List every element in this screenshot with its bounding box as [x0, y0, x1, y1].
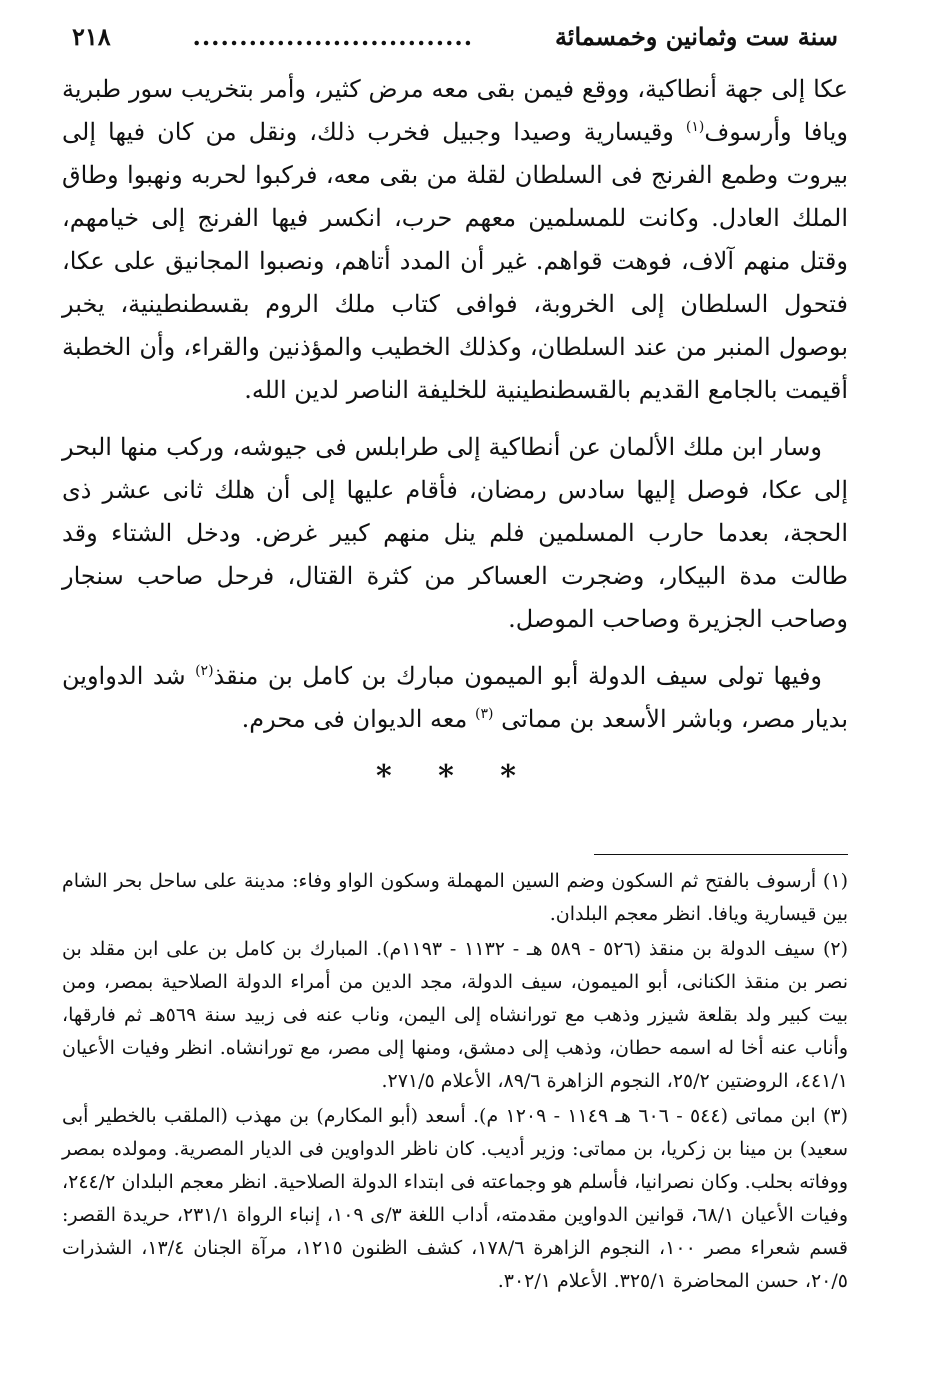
footnote-ref-1: (١) — [685, 119, 705, 135]
footnote-ref-2: (٢) — [195, 663, 214, 679]
paragraph-3-part-a: وفيها تولى سيف الدولة أبو الميمون مبارك بن كامل بن منقذ — [213, 662, 823, 690]
section-separator-stars: * * * — [376, 759, 534, 794]
running-title: سنة ست وثمانين وخمسمائة — [554, 22, 838, 51]
book-page — [62, 22, 848, 1362]
footnote-divider — [594, 854, 848, 855]
paragraph-3-part-b: شد الدواوين بديار مصر، وباشر الأسعد بن مماتى — [62, 662, 848, 733]
footnotes — [62, 865, 848, 1298]
page-header — [62, 22, 848, 64]
page-number: ٢١٨ — [72, 22, 111, 51]
main-text — [62, 68, 848, 794]
paragraph-1-part-a: عكا إلى جهة أنطاكية، ووقع فيمن بقى معه مرض كثير، وأمر بتخريب سور طبرية ويافا وأرسوف — [62, 75, 849, 146]
header-dot-leader: .............................. — [192, 22, 474, 51]
paragraph-3 — [62, 655, 848, 741]
paragraph-1-part-b: وقيسارية وصيدا وجبيل فخرب ذلك، ونقل من كان فيها إلى بيروت وطمع الفرنج فى السلطان لقلة من بقى معه، فركبوا لحربه ونهبوا وطاق الملك العادل. وكانت للمسلمين معهم حرب، انكسر فيها الفرنج إلى خيامهم، وقتل منهم آلاف، فوهت قواهم. غير أن المدد أتاهم، ونصبوا المجانيق على عكا، فتحول السلطان إلى الخروبة، فوافى كتاب ملك الروم بقسطنطينية، يخبر بوصول المنبر من عند السلطان، وكذلك الخطيب والمؤذنين والقراء، وأن الخطبة أقيمت بالجامع القديم بالقسطنطينية للخليفة الناصر لدين الله. — [62, 118, 848, 404]
footnote-1: (١) أرسوف بالفتح ثم السكون وضم السين المهملة وسكون الواو وفاء: مدينة على ساحل بحر الشام بين قيسارية ويافا. انظر معجم البلدان. — [62, 870, 848, 925]
paragraph-1 — [62, 68, 848, 412]
paragraph-3-part-c: معه الديوان فى محرم. — [241, 705, 475, 733]
footnote-3: (٣) ابن مماتى (٥٤٤ - ٦٠٦ هـ ١١٤٩ - ١٢٠٩ م). أسعد (أبو المكارم) بن مهذب (الملقب بالخطير أبى سعيد) بن مينا بن زكريا، بن مماتى: وزير أديب. كان ناظر الدواوين فى الديار المصرية. ومولده بمصر ووفاته بحلب. وكان نصرانيا، فأسلم هو وجماعته فى ابتداء الدولة الصلاحية. انظر معجم البلدان ٢٤٤/٢، وفيات الأعيان ٦٨/١، قوانين الدواوين مقدمته، أداب اللغة ٣/ى ١٠٩، إنباء الرواة ٢٣١/١، حريدة القصر: قسم شعراء مصر ١٠٠، النجوم الزاهرة ١٧٨/٦، كشف الظنون ١٢١٥، مرآة الجنان ١٣/٤، الشذرات ٢٠/٥، حسن المحاضرة ٣٢٥/١. الأعلام ٣٠٢/١. — [62, 1105, 849, 1292]
footnote-2: (٢) سيف الدولة بن منقذ (٥٢٦ - ٥٨٩ هـ - ١١٣٢ - ١١٩٣م). المبارك بن كامل بن على ابن مقلد بن نصر بن منقذ الكنانى، أبو الميمون، سيف الدولة، مجد الدين من أمراء الدولة الصلاحية بمصر، ومن بيت كبير ولد بقلعة شيزر وذهب مع تورانشاه إلى اليمن، وناب عنه فى زبيد سنة ٥٦٩هـ ثم فارقها، وأناب عنه أخا له اسمه حطان، وذهب إلى دمشق، ومنها إلى مصر، مع تورانشاه. انظر وفيات الأعيان ٤٤١/١، الروضتين ٢٥/٢، النجوم الزاهرة ٨٩/٦، الأعلام ٢٧١/٥. — [62, 938, 849, 1092]
paragraph-2: وسار ابن ملك الألمان عن أنطاكية إلى طرابلس فى جيوشه، وركب منها البحر إلى عكا، فوصل إليها سادس رمضان، فأقام عليها إلى أن هلك ثانى عشر ذى الحجة، بعدما حارب المسلمين فلم ينل منهم كبير غرض. ودخل الشتاء وقد طالت مدة البيكار، وضجرت العساكر من كثرة القتال، فرحل صاحب سنجار وصاحب الجزيرة وصاحب الموصل. — [62, 433, 849, 633]
footnote-ref-3: (٣) — [474, 706, 494, 722]
